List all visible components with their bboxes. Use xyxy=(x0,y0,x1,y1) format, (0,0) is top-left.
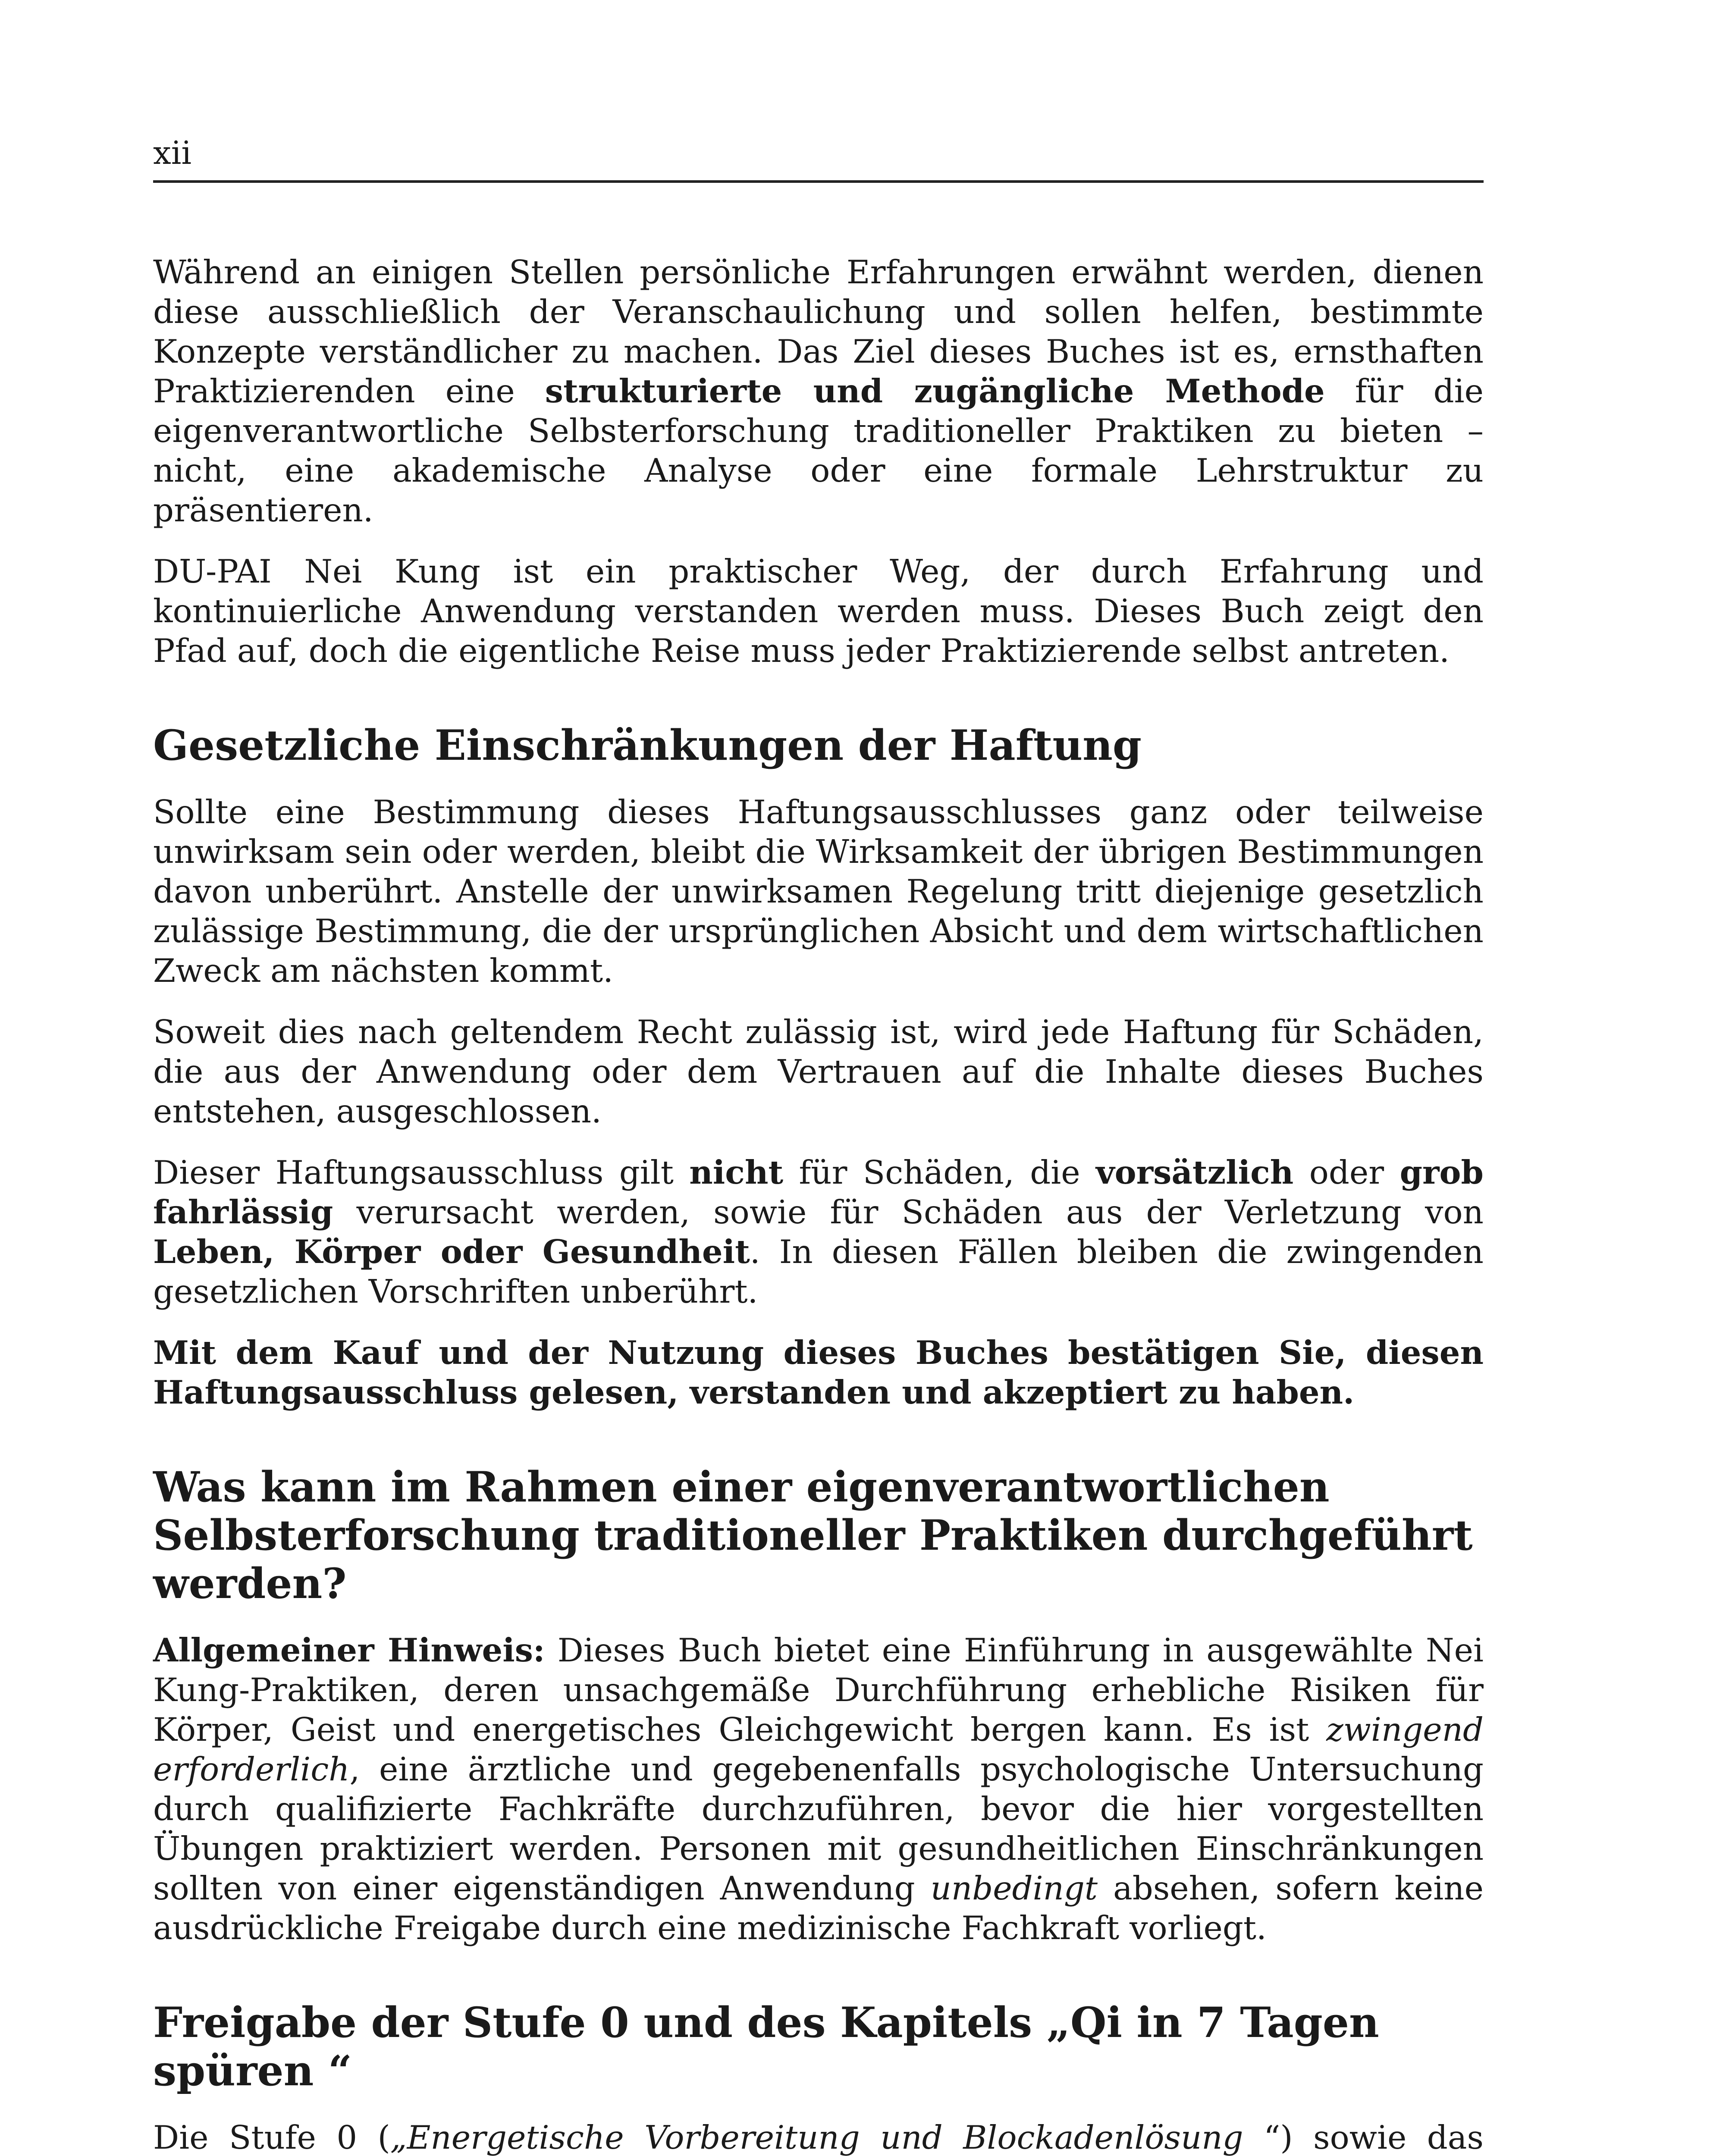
text: oder xyxy=(1293,1153,1400,1191)
heading-stage-zero-release: Freigabe der Stufe 0 und des Kapitels „Qi in 7 Tagen spüren “ xyxy=(153,1998,1379,2095)
text: verursacht werden, sowie für Schäden aus der Verletzung von xyxy=(333,1193,1484,1231)
text: Dieser Haftungsausschluss gilt xyxy=(153,1153,690,1191)
text: , eine ärztliche und gegebenenfalls psychologische Untersuchung durch qualifizierte Fachkräfte durchzuführen, bevor die hier vorgestellten Übungen praktiziert werden. Personen mit gesundheitlichen Einschränkungen sollten von einer eigenständigen Anwendung xyxy=(153,1750,1484,1907)
heading-liability-limits: Gesetzliche Einschränkungen der Haftung xyxy=(153,721,1142,770)
bold-text: Leben, Körper oder Gesundheit xyxy=(153,1233,750,1271)
bold-text: Allgemeiner Hinweis: xyxy=(153,1631,545,1669)
paragraph-exceptions xyxy=(153,1153,1484,1311)
heading-self-research: Was kann im Rahmen einer eigenverantwortlichen Selbsterforschung traditioneller Praktiken durchgeführt werden? xyxy=(153,1463,1473,1608)
text: . In diesen Fällen bleiben die zwingenden gesetzlichen Vorschriften unberührt. xyxy=(153,1233,1484,1310)
paragraph-stage-zero xyxy=(153,2118,1484,2156)
paragraph-intro xyxy=(153,252,1484,530)
text: Dieses Buch bietet eine Einführung in ausgewählte Nei Kung-Praktiken, deren unsachgemäße Durchführung erhebliche Risiken für Körper, Geist und energetisches Gleichgewicht bergen kann. Es ist xyxy=(153,1631,1484,1749)
paragraph-acceptance xyxy=(153,1333,1484,1412)
paragraph-general-note xyxy=(153,1630,1484,1948)
paragraph-du-pai: DU-PAI Nei Kung ist ein praktischer Weg, der durch Erfahrung und kontinuierliche Anwendung verstanden werden muss. Dieses Buch zeigt den Pfad auf, doch die eigentliche Reise muss jeder Praktizierende selbst antreten. xyxy=(153,552,1484,670)
text: “) sowie das xyxy=(1264,2118,1484,2156)
text: für Schäden, die xyxy=(783,1153,1096,1191)
bold-text: strukturierte und zugängliche Methode xyxy=(545,372,1325,410)
bold-text: grob fahrlässig xyxy=(153,1153,1484,1231)
page-body xyxy=(153,252,1484,2156)
text: für die eigenverantwortliche Selbsterforschung traditioneller Praktiken zu bieten –nicht, eine akademische Analyse oder eine formale Lehrstruktur zu präsentieren. xyxy=(153,372,1484,529)
paragraph-severability: Sollte eine Bestimmung dieses Haftungsausschlusses ganz oder teilweise unwirksam sein oder werden, bleibt die Wirksamkeit der übrigen Bestimmungen davon unberührt. Anstelle der unwirksamen Regelung tritt diejenige gesetzlich zulässige Bestimmung, die der ursprünglichen Absicht und dem wirtschaftlichen Zweck am nächsten kommt. xyxy=(153,793,1484,990)
italic-text: „Energetische Vorbereitung und Blockadenlösung xyxy=(390,2118,1264,2156)
italic-text: unbedingt xyxy=(930,1869,1098,1907)
bold-text: Mit dem Kauf und der Nutzung dieses Buches bestätigen Sie, diesen Haftungsausschluss gelesen, verstanden und akzeptiert zu haben. xyxy=(153,1334,1484,1411)
paragraph-liability-exclusion: Soweit dies nach geltendem Recht zulässig ist, wird jede Haftung für Schäden, die aus der Anwendung oder dem Vertrauen auf die Inhalte dieses Buches entstehen, ausgeschlossen. xyxy=(153,1013,1484,1130)
text: Die Stufe 0 ( xyxy=(153,2118,390,2156)
bold-text: nicht xyxy=(689,1153,784,1191)
text: Während an einigen Stellen persönliche Erfahrungen erwähnt werden, dienen diese ausschließlich der Veranschaulichung und sollen helfen, bestimmte Konzepte verständlicher zu machen. Das Ziel dieses Buches ist es, ernsthaften Praktizierenden eine xyxy=(153,253,1484,410)
italic-text: zwingend erforderlich xyxy=(153,1711,1484,1788)
page-number: xii xyxy=(153,137,1484,183)
text: absehen, sofern keine ausdrückliche Freigabe durch eine medizinische Fachkraft vorliegt. xyxy=(153,1869,1484,1947)
bold-text: vorsätzlich xyxy=(1095,1153,1294,1191)
